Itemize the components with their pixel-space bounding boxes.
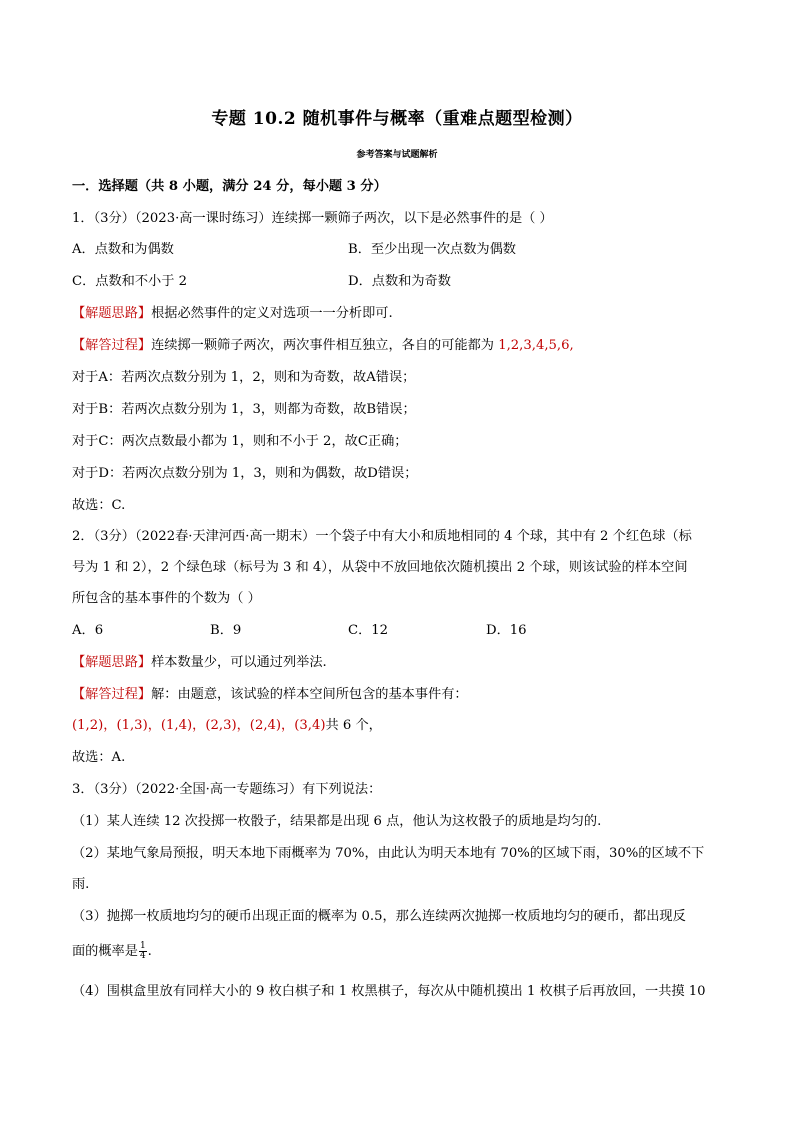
- q3-statement-2-line-1: （2）某地气象局预报，明天本地下雨概率为 70%，由此认为明天本地有 70%的区域下雨，30%的区域不下: [72, 846, 705, 861]
- q2-answer: 故选：A.: [72, 750, 126, 765]
- q2-events: [72, 717, 382, 735]
- q2-event-list: (1,2)，(1,3)，(1,4)，(2,3)，(2,4)，(3,4): [72, 718, 326, 733]
- question-1-stem: 1．（3分）（2023·高一课时练习）连续掷一颗筛子两次，以下是必然事件的是（ ）: [72, 211, 553, 226]
- q1-process-text: 连续掷一颗筛子两次，两次事件相互独立，各自的可能都为: [151, 338, 499, 353]
- q1-line-b: 对于B：若两次点数分别为 1，3，则都为奇数，故B错误；: [72, 402, 416, 417]
- q1-option-d: D．点数和为奇数: [348, 274, 451, 289]
- q3-statement-2-line-2: 雨.: [72, 877, 90, 892]
- question-2-stem-line-3: 所包含的基本事件的个数为（ ）: [72, 591, 261, 606]
- q2-idea-text: 样本数量少，可以通过列举法.: [151, 655, 327, 670]
- fraction-numerator: 1: [139, 941, 146, 951]
- section-heading: 一．选择题（共 8 小题，满分 24 分，每小题 3 分）: [72, 179, 387, 194]
- q1-option-b: B．至少出现一次点数为偶数: [348, 242, 516, 257]
- q1-idea: [72, 305, 393, 323]
- q1-line-d: 对于D：若两次点数分别为 1，3，则和为偶数，故D错误；: [72, 466, 418, 481]
- page-subtitle: 参考答案与试题解析: [356, 150, 438, 160]
- question-3-stem: 3．（3分）（2022·全国·高一专题练习）有下列说法：: [72, 782, 382, 797]
- q3-statement-3-end: .: [147, 944, 152, 959]
- q3-statement-1: （1）某人连续 12 次投掷一枚骰子，结果都是出现 6 点，他认为这枚骰子的质地是均匀的.: [72, 814, 602, 829]
- fraction-denominator: 4: [139, 951, 146, 961]
- q1-idea-text: 根据必然事件的定义对选项一一分析即可.: [151, 306, 393, 321]
- q1-process-values: 1,2,3,4,5,6,: [498, 338, 574, 353]
- q2-option-d: D．16: [486, 623, 527, 638]
- q1-line-a: 对于A：若两次点数分别为 1，2，则和为奇数，故A错误；: [72, 370, 416, 385]
- q2-idea: [72, 654, 327, 672]
- q1-process: [72, 337, 574, 355]
- q2-option-a: A．6: [72, 623, 104, 638]
- question-2-stem-line-2: 号为 1 和 2），2 个绿色球（标号为 3 和 4），从袋中不放回地依次随机摸出 2 个球，则该试验的样本空间: [72, 560, 688, 575]
- one-quarter-fraction: [139, 942, 147, 961]
- q2-process: [72, 686, 468, 704]
- q1-process-label: 【解答过程】: [72, 338, 152, 353]
- q2-option-c: C．12: [348, 623, 389, 638]
- q2-process-label: 【解答过程】: [72, 687, 152, 702]
- q3-statement-3-text: 面的概率是: [72, 944, 138, 959]
- q1-line-c: 对于C：两次点数最小都为 1，则和不小于 2，故C正确；: [72, 434, 408, 449]
- q2-idea-label: 【解题思路】: [72, 655, 152, 670]
- q3-statement-3-line-2: [72, 942, 152, 961]
- q1-idea-label: 【解题思路】: [72, 306, 152, 321]
- page-title: 专题 10.2 随机事件与概率（重难点题型检测）: [211, 109, 583, 129]
- q2-process-text: 解：由题意，该试验的样本空间所包含的基本事件有：: [151, 687, 468, 702]
- q1-answer: 故选：C.: [72, 498, 126, 513]
- q2-event-count: 共 6 个，: [325, 718, 382, 733]
- question-2-stem-line-1: 2．（3分）（2022春·天津河西·高一期末）一个袋子中有大小和质地相同的 4 个球，其中有 2 个红色球（标: [72, 529, 692, 544]
- q2-option-b: B．9: [210, 623, 242, 638]
- q3-statement-4: （4）围棋盒里放有同样大小的 9 枚白棋子和 1 枚黑棋子，每次从中随机摸出 1 枚棋子后再放回，一共摸 10: [72, 984, 706, 999]
- q1-option-a: A．点数和为偶数: [72, 242, 174, 257]
- q3-statement-3-line-1: （3）抛掷一枚质地均匀的硬币出现正面的概率为 0.5，那么连续两次抛掷一枚质地均匀的硬币，都出现反: [72, 909, 686, 924]
- q1-option-c: C．点数和不小于 2: [72, 274, 187, 289]
